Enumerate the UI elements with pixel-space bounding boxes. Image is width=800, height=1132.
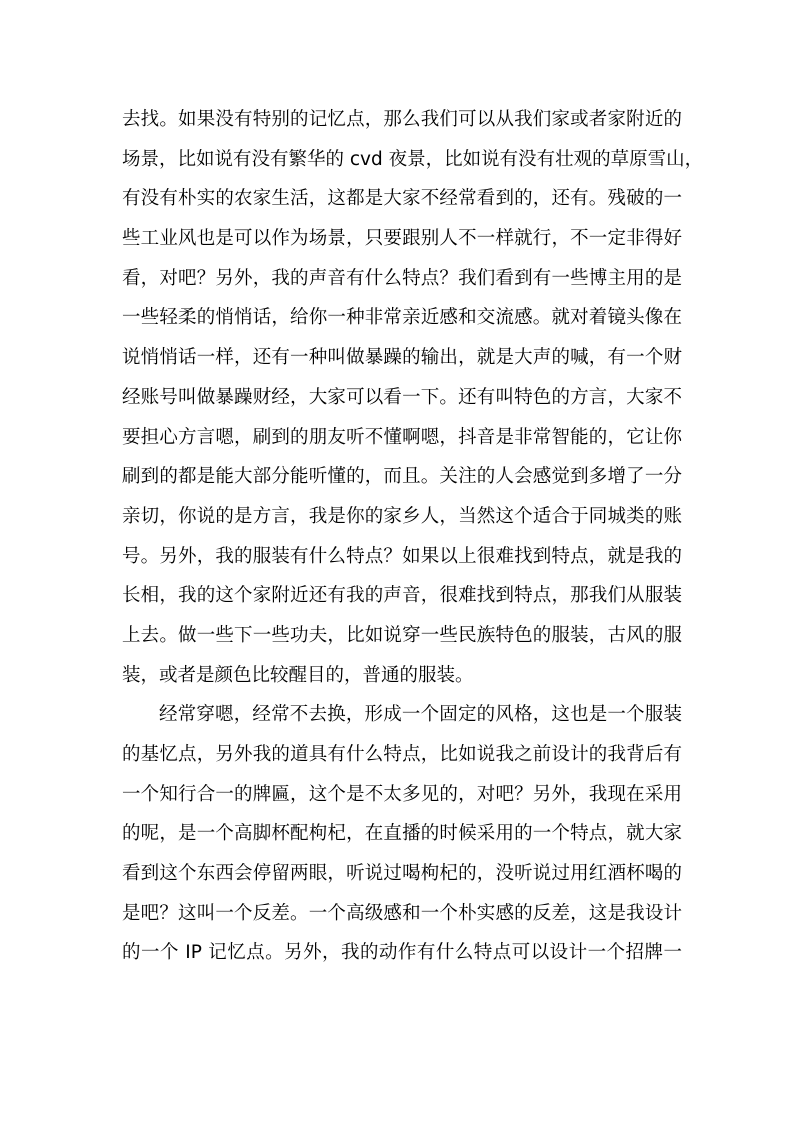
- text-line: 的呢，是一个高脚杯配枸杞，在直播的时候采用的一个特点，就大家: [122, 823, 682, 845]
- text-line: 是吧？这叫一个反差。一个高级感和一个朴实感的反差，这是我设计: [122, 902, 682, 924]
- text-line: 看，对吧？另外，我的声音有什么特点？我们看到有一些博主用的是: [122, 267, 682, 289]
- text-line: 的一个 IP 记忆点。另外，我的动作有什么特点可以设计一个招牌一: [122, 942, 682, 964]
- text-line: 一些轻柔的悄悄话，给你一种非常亲近感和交流感。就对着镜头像在: [122, 307, 682, 329]
- text-line: 经账号叫做暴躁财经，大家可以看一下。还有叫特色的方言，大家不: [122, 386, 682, 408]
- text-line: 场景，比如说有没有繁华的 cvd 夜景，比如说有没有壮观的草原雪山，: [122, 148, 704, 170]
- text-line: 亲切，你说的是方言，我是你的家乡人，当然这个适合于同城类的账: [122, 505, 682, 527]
- text-line: 装，或者是颜色比较醒目的，普通的服装。: [122, 664, 474, 686]
- text-line: 刷到的都是能大部分能听懂的，而且。关注的人会感觉到多增了一分: [122, 466, 682, 488]
- document-body: [122, 100, 704, 973]
- text-line: 上去。做一些下一些功夫，比如说穿一些民族特色的服装，古风的服: [122, 624, 682, 646]
- text-line: 去找。如果没有特别的记忆点，那么我们可以从我们家或者家附近的: [122, 109, 682, 130]
- text-line: 要担心方言嗯，刷到的朋友听不懂啊嗯，抖音是非常智能的，它让你: [122, 426, 682, 448]
- paragraph-1: [122, 100, 704, 695]
- text-line: 些工业风也是可以作为场景，只要跟别人不一样就行，不一定非得好: [122, 228, 682, 250]
- text-line: 号。另外，我的服装有什么特点？如果以上很难找到特点，就是我的: [122, 545, 682, 567]
- paragraph-2: [122, 695, 682, 973]
- text-line: 一个知行合一的牌匾，这个是不太多见的，对吧？另外，我现在采用: [122, 783, 682, 805]
- text-line: 看到这个东西会停留两眼，听说过喝枸杞的，没听说过用红酒杯喝的: [122, 863, 682, 885]
- text-line: 的基忆点，另外我的道具有什么特点，比如说我之前设计的我背后有: [122, 744, 682, 765]
- text-line: 长相，我的这个家附近还有我的声音，很难找到特点，那我们从服装: [122, 585, 682, 607]
- text-line: 有没有朴实的农家生活，这都是大家不经常看到的，还有。残破的一: [122, 188, 682, 210]
- text-line: 经常穿嗯，经常不去换，形成一个固定的风格，这也是一个服装: [159, 704, 682, 726]
- text-line: 说悄悄话一样，还有一种叫做暴躁的输出，就是大声的喊，有一个财: [122, 347, 682, 369]
